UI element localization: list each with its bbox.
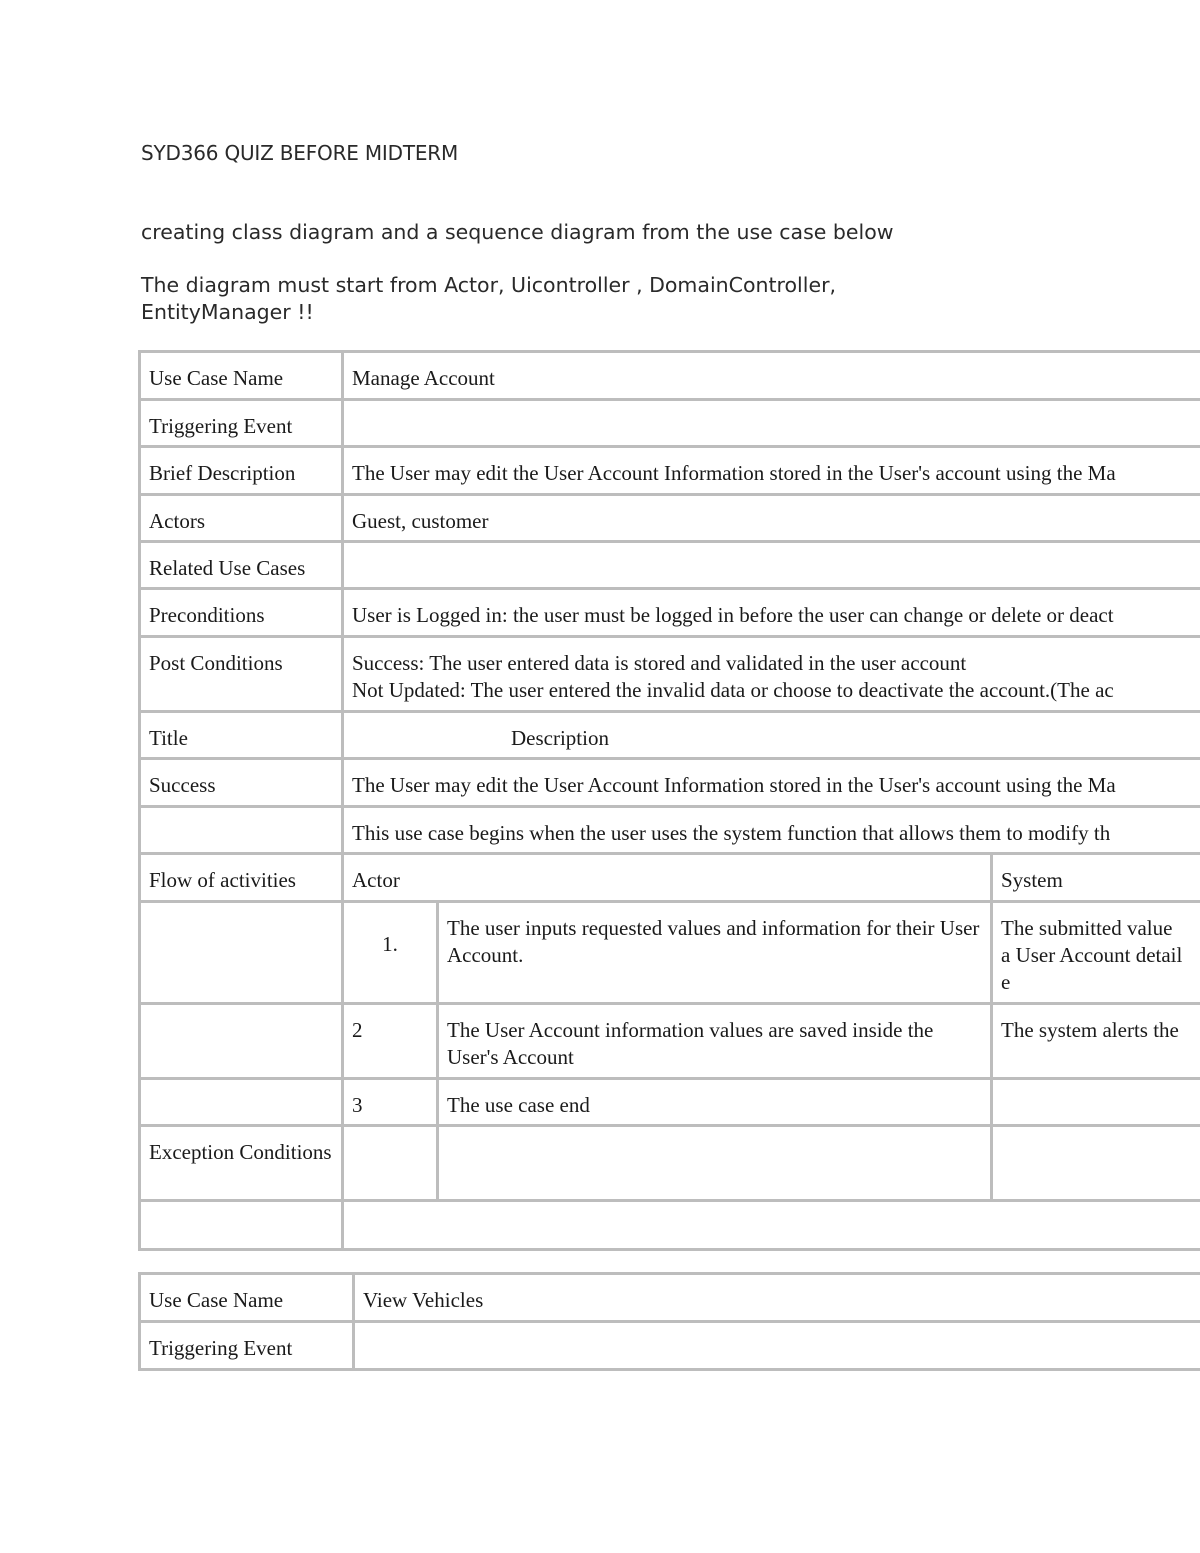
cell-step-number: 2 [344, 1005, 439, 1077]
cell-step-system [993, 1080, 1200, 1124]
row-triggering-event [141, 1323, 1200, 1368]
post-condition-not-updated: Not Updated: The user entered the invalid data or choose to deactivate the account.(The ac [352, 678, 1114, 702]
cell-value [344, 638, 1200, 710]
row-triggering-event [141, 401, 1200, 448]
cell-step-system: The system alerts the [1001, 1018, 1179, 1042]
cell-value [344, 401, 1200, 445]
row-blank [141, 1202, 1200, 1248]
cell-value: This use case begins when the user uses the system function that allows them to modify th [352, 821, 1111, 845]
cell-value [355, 1323, 1200, 1368]
post-condition-success: Success: The user entered data is stored and validated in the user account [352, 651, 967, 675]
instruction-line-2: The diagram must start from Actor, Uicontroller , DomainController, EntityManager !! [141, 273, 837, 324]
cell-label: Brief Description [141, 448, 344, 493]
row-flow-step-3 [141, 1080, 1200, 1127]
cell-label [141, 808, 344, 852]
cell-actor-header: Actor [344, 855, 993, 900]
cell-label: Success [141, 760, 344, 805]
cell-value: View Vehicles [363, 1288, 484, 1312]
row-exception-conditions [141, 1127, 1200, 1202]
row-use-case-begins [141, 808, 1200, 855]
cell-value: Description [511, 726, 609, 750]
cell-step-number: 3 [344, 1080, 439, 1124]
cell-step-actor: The User Account information values are saved inside the User's Account [439, 1005, 993, 1077]
use-case-table-view-vehicles [138, 1272, 1200, 1371]
cell-step-actor: The use case end [439, 1080, 993, 1124]
cell-label: Actors [141, 496, 344, 540]
row-use-case-name [141, 1275, 1200, 1323]
cell-label: Flow of activities [141, 855, 344, 900]
cell-label: Post Conditions [141, 638, 344, 710]
row-flow-step-1 [141, 903, 1200, 1005]
cell-value: The User may edit the User Account Information stored in the User's account using the Ma [352, 461, 1116, 485]
document-title: SYD366 QUIZ BEFORE MIDTERM [141, 141, 459, 165]
cell-system-header: System [1001, 868, 1063, 892]
cell-value: User is Logged in: the user must be logged in before the user can change or delete or deact [352, 603, 1114, 627]
cell-label: Use Case Name [141, 353, 344, 398]
cell-label: Triggering Event [141, 1323, 355, 1368]
cell-empty [344, 1127, 439, 1199]
cell-label [141, 903, 344, 1002]
cell-empty [439, 1127, 993, 1199]
cell-label: Title [141, 713, 344, 757]
cell-step-number: 1. [344, 903, 439, 1002]
row-preconditions [141, 590, 1200, 638]
cell-value [344, 543, 1200, 587]
instruction-line-1: creating class diagram and a sequence diagram from the use case below [141, 220, 894, 244]
cell-label: Preconditions [141, 590, 344, 635]
cell-label: Use Case Name [141, 1275, 355, 1320]
cell-label: Exception Conditions [141, 1127, 344, 1199]
row-related-use-cases [141, 543, 1200, 590]
row-success [141, 760, 1200, 808]
cell-label [141, 1080, 344, 1124]
cell-label: Triggering Event [141, 401, 344, 445]
use-case-table-manage-account [138, 350, 1200, 1251]
cell-value: The User may edit the User Account Information stored in the User's account using the Ma [352, 773, 1116, 797]
row-use-case-name [141, 353, 1200, 401]
cell-empty [993, 1127, 1200, 1199]
row-flow-header [141, 855, 1200, 903]
row-post-conditions [141, 638, 1200, 713]
row-actors [141, 496, 1200, 543]
cell-empty [141, 1202, 344, 1248]
cell-step-actor: The user inputs requested values and information for their User Account. [439, 903, 993, 1002]
cell-value: Guest, customer [352, 509, 489, 533]
cell-step-system: The submitted value a User Account detail e [1001, 916, 1183, 994]
row-brief-description [141, 448, 1200, 496]
cell-label [141, 1005, 344, 1077]
row-flow-step-2 [141, 1005, 1200, 1080]
cell-value: Manage Account [352, 366, 495, 390]
cell-empty [344, 1202, 1200, 1248]
row-title [141, 713, 1200, 760]
cell-label: Related Use Cases [141, 543, 344, 587]
